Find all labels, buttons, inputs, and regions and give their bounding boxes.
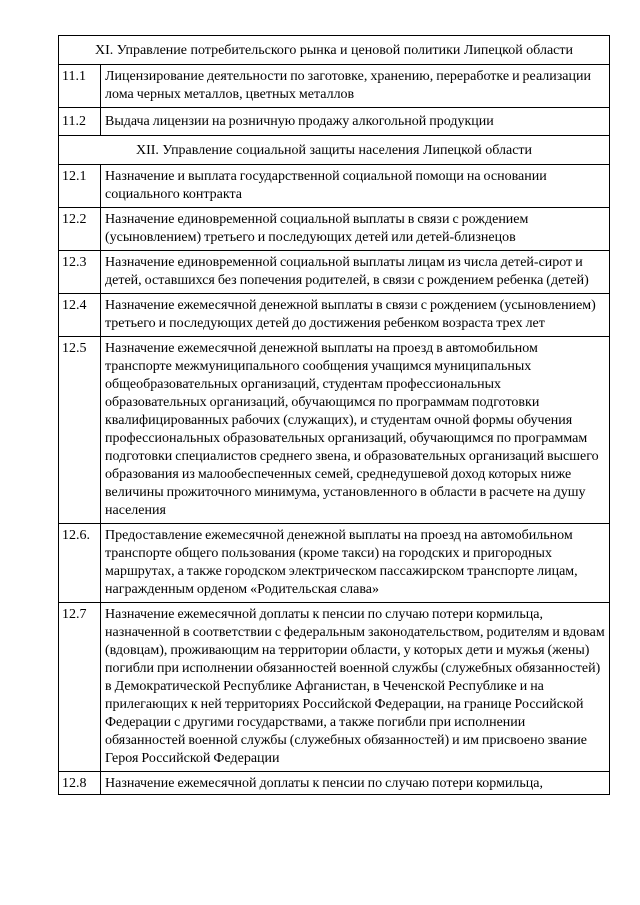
row-number: 12.1 [59,165,101,208]
section-header-row [59,136,610,165]
row-number: 11.2 [59,108,101,136]
table-row [59,251,610,294]
row-number: 12.8 [59,772,101,795]
row-text: Выдача лицензии на розничную продажу алкогольной продукции [101,108,610,136]
row-number: 11.1 [59,65,101,108]
section-title: XII. Управление социальной защиты населения Липецкой области [59,136,610,165]
row-text: Назначение ежемесячной денежной выплаты на проезд в автомобильном транспорте межмуниципального сообщения учащимся муниципальных общеобразовательных организаций, студентам профессиональных образовательных организаций, обучающимся по программам подготовки квалифицированных рабочих (служащих), и студентам очной формы обучения профессиональных образовательных организаций, обучающимся по программам подготовки специалистов среднего звена, и образовательных организаций высшего образования из малообеспеченных семей, среднедушевой доход которых ниже величины прожиточного минимума, установленного в области в расчете на душу населения [101,337,610,524]
row-number: 12.4 [59,294,101,337]
table-row [59,603,610,772]
section-header-row [59,36,610,65]
table-row [59,337,610,524]
row-text: Назначение ежемесячной денежной выплаты в связи с рождением (усыновлением) третьего и последующих детей до достижения ребенком возраста трех лет [101,294,610,337]
table-row [59,294,610,337]
table-row [59,165,610,208]
table-row [59,208,610,251]
row-text: Назначение и выплата государственной социальной помощи на основании социального контракта [101,165,610,208]
row-number: 12.2 [59,208,101,251]
table-row [59,772,610,795]
table-row [59,524,610,603]
row-number: 12.6. [59,524,101,603]
row-text: Назначение ежемесячной доплаты к пенсии по случаю потери кормильца, [101,772,610,795]
table-row [59,65,610,108]
row-number: 12.7 [59,603,101,772]
row-text: Назначение ежемесячной доплаты к пенсии по случаю потери кормильца, назначенной в соответствии с федеральным законодательством, родителям и вдовам (вдовцам), проживающим на территории области, у которых дети и мужья (жены) погибли при исполнении обязанностей военной службы (служебных обязанностей) в Демократической Республике Афганистан, в Чеченской Республике и на прилегающих к ней территориях Российской Федерации, на границе Российской Федерации с другими государствами, а также погибли при исполнении обязанностей военной службы (служебных обязанностей) и им присвоено звание Героя Российской Федерации [101,603,610,772]
row-text: Назначение единовременной социальной выплаты лицам из числа детей-сирот и детей, оставшихся без попечения родителей, в связи с рождением ребенка (детей) [101,251,610,294]
row-text: Предоставление ежемесячной денежной выплаты на проезд на автомобильном транспорте общего пользования (кроме такси) на городских и пригородных маршрутах, а также городском электрическом пассажирском транспорте лицам, награжденным орденом «Родительская слава» [101,524,610,603]
row-number: 12.5 [59,337,101,524]
table-row [59,108,610,136]
section-title: XI. Управление потребительского рынка и ценовой политики Липецкой области [59,36,610,65]
services-table [58,35,610,795]
row-number: 12.3 [59,251,101,294]
row-text: Лицензирование деятельности по заготовке, хранению, переработке и реализации лома черных металлов, цветных металлов [101,65,610,108]
row-text: Назначение единовременной социальной выплаты в связи с рождением (усыновлением) третьего и последующих детей или детей-близнецов [101,208,610,251]
